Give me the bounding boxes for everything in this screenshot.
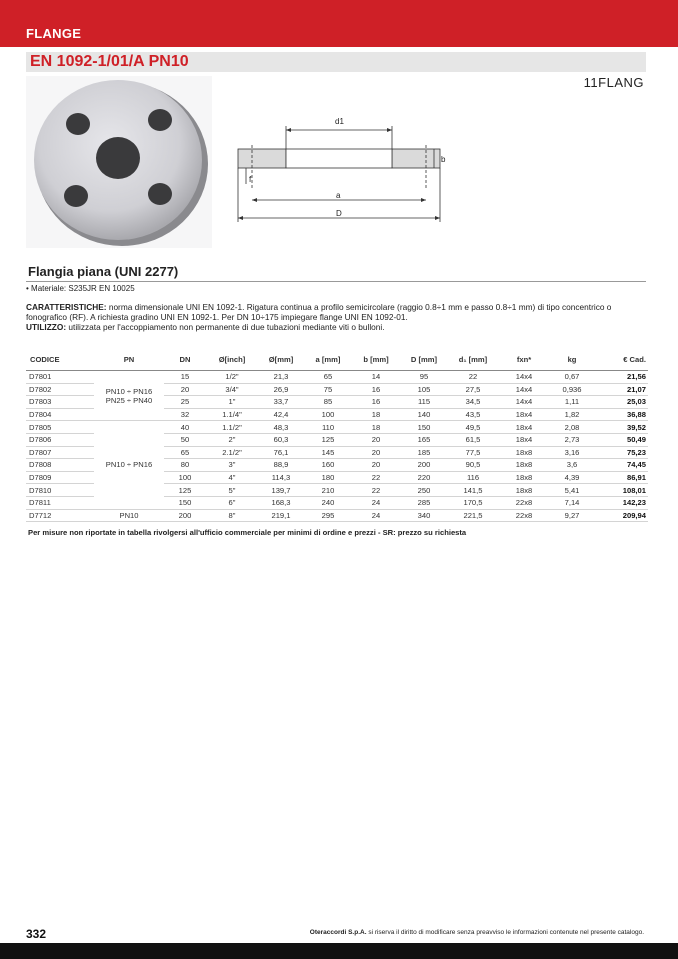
- cell-a: 125: [304, 433, 352, 446]
- cell-dia-inch: 1": [206, 396, 258, 409]
- cell-b: 18: [352, 421, 400, 434]
- cell-a: 85: [304, 396, 352, 409]
- cell-fxn: 18x8: [498, 471, 550, 484]
- cell-d1: 27,5: [448, 383, 498, 396]
- cell-codice: D7803: [26, 396, 94, 409]
- usage-text: utilizzata per l'accoppiamento non permanente di due tubazioni mediante viti o bulloni.: [68, 322, 385, 332]
- flange-photo: [26, 76, 212, 248]
- cell-dia-inch: 6": [206, 496, 258, 509]
- col-a: a [mm]: [304, 348, 352, 371]
- cell-dia-mm: 48,3: [258, 421, 304, 434]
- cell-fxn: 18x4: [498, 433, 550, 446]
- cell-fxn: 18x4: [498, 421, 550, 434]
- page-title: EN 1092-1/01/A PN10: [30, 53, 189, 70]
- cell-dn: 32: [164, 408, 206, 421]
- cell-price: 108,01: [594, 484, 648, 497]
- cell-codice: D7805: [26, 421, 94, 434]
- cell-dn: 25: [164, 396, 206, 409]
- cell-fxn: 18x8: [498, 459, 550, 472]
- cell-fxn: 22x8: [498, 496, 550, 509]
- cell-D: 165: [400, 433, 448, 446]
- col-dia-inch: Ø[inch]: [206, 348, 258, 371]
- cell-codice: D7802: [26, 383, 94, 396]
- col-price: € Cad.: [594, 348, 648, 371]
- cell-dn: 80: [164, 459, 206, 472]
- cell-D: 150: [400, 421, 448, 434]
- characteristics-label: CARATTERISTICHE:: [26, 302, 107, 312]
- cell-dia-inch: 5": [206, 484, 258, 497]
- cell-price: 36,88: [594, 408, 648, 421]
- cell-kg: 0,936: [550, 383, 594, 396]
- col-kg: kg: [550, 348, 594, 371]
- cell-dn: 125: [164, 484, 206, 497]
- cell-D: 250: [400, 484, 448, 497]
- cell-price: 21,07: [594, 383, 648, 396]
- usage-label: UTILIZZO:: [26, 322, 67, 332]
- label-d1: d1: [335, 117, 344, 126]
- cell-dn: 200: [164, 509, 206, 522]
- cell-price: 25,03: [594, 396, 648, 409]
- cell-dn: 65: [164, 446, 206, 459]
- col-dn: DN: [164, 348, 206, 371]
- table-row: [26, 509, 648, 522]
- cell-dia-mm: 88,9: [258, 459, 304, 472]
- cell-dn: 150: [164, 496, 206, 509]
- cell-a: 110: [304, 421, 352, 434]
- cell-dia-mm: 26,9: [258, 383, 304, 396]
- footer-company: Oteraccordi S.p.A.: [309, 929, 367, 936]
- top-banner: [0, 0, 678, 47]
- cell-b: 20: [352, 459, 400, 472]
- cell-codice: D7806: [26, 433, 94, 446]
- cell-D: 140: [400, 408, 448, 421]
- cell-price: 209,94: [594, 509, 648, 522]
- cell-dn: 20: [164, 383, 206, 396]
- col-dia-mm: Ø[mm]: [258, 348, 304, 371]
- cell-price: 21,56: [594, 371, 648, 384]
- cell-codice: D7801: [26, 371, 94, 384]
- cell-kg: 4,39: [550, 471, 594, 484]
- cell-kg: 1,11: [550, 396, 594, 409]
- cell-d1: 34,5: [448, 396, 498, 409]
- cell-codice: D7811: [26, 496, 94, 509]
- cell-dia-inch: 2.1/2": [206, 446, 258, 459]
- cell-a: 160: [304, 459, 352, 472]
- label-f: f: [249, 175, 252, 184]
- cell-d1: 77,5: [448, 446, 498, 459]
- cell-fxn: 14x4: [498, 396, 550, 409]
- cell-d1: 90,5: [448, 459, 498, 472]
- cell-d1: 170,5: [448, 496, 498, 509]
- cell-codice: D7809: [26, 471, 94, 484]
- label-b: b: [441, 155, 446, 164]
- cell-b: 24: [352, 509, 400, 522]
- cell-codice: D7804: [26, 408, 94, 421]
- technical-drawing: [228, 112, 450, 222]
- cell-pn: PN10 ÷ PN16 PN25 ÷ PN40: [94, 371, 164, 421]
- cell-b: 22: [352, 484, 400, 497]
- cell-dia-inch: 3": [206, 459, 258, 472]
- cell-dn: 100: [164, 471, 206, 484]
- cell-kg: 5,41: [550, 484, 594, 497]
- cell-codice: D7808: [26, 459, 94, 472]
- cell-dia-mm: 42,4: [258, 408, 304, 421]
- cell-a: 295: [304, 509, 352, 522]
- cell-price: 74,45: [594, 459, 648, 472]
- cell-a: 100: [304, 408, 352, 421]
- category-label: FLANGE: [26, 26, 82, 41]
- col-D: D [mm]: [400, 348, 448, 371]
- col-d1: d₁ [mm]: [448, 348, 498, 371]
- cell-fxn: 14x4: [498, 383, 550, 396]
- cell-kg: 3,6: [550, 459, 594, 472]
- footer-disclaimer: [310, 929, 644, 936]
- cell-a: 145: [304, 446, 352, 459]
- description: [26, 302, 648, 332]
- cell-b: 18: [352, 408, 400, 421]
- table-row: [26, 421, 648, 434]
- cell-D: 185: [400, 446, 448, 459]
- cell-d1: 61,5: [448, 433, 498, 446]
- cell-dia-mm: 33,7: [258, 396, 304, 409]
- cell-d1: 116: [448, 471, 498, 484]
- cell-price: 39,52: [594, 421, 648, 434]
- cell-codice: D7807: [26, 446, 94, 459]
- cell-fxn: 22x8: [498, 509, 550, 522]
- cell-kg: 3,16: [550, 446, 594, 459]
- cell-price: 50,49: [594, 433, 648, 446]
- divider: [26, 281, 646, 282]
- cell-D: 200: [400, 459, 448, 472]
- cell-D: 220: [400, 471, 448, 484]
- cell-a: 75: [304, 383, 352, 396]
- label-a: a: [336, 191, 341, 200]
- cell-kg: 2,08: [550, 421, 594, 434]
- cell-b: 24: [352, 496, 400, 509]
- cell-dia-inch: 1.1/4": [206, 408, 258, 421]
- cell-price: 142,23: [594, 496, 648, 509]
- cell-dia-mm: 21,3: [258, 371, 304, 384]
- product-code: 11FLANG: [583, 75, 644, 90]
- cell-D: 340: [400, 509, 448, 522]
- cell-kg: 7,14: [550, 496, 594, 509]
- cell-b: 22: [352, 471, 400, 484]
- cell-dia-inch: 1/2": [206, 371, 258, 384]
- col-codice: CODICE: [26, 348, 94, 371]
- cell-price: 86,91: [594, 471, 648, 484]
- cell-b: 20: [352, 433, 400, 446]
- cell-a: 210: [304, 484, 352, 497]
- cell-b: 20: [352, 446, 400, 459]
- cell-fxn: 18x8: [498, 484, 550, 497]
- cell-dia-mm: 168,3: [258, 496, 304, 509]
- cell-codice: D7712: [26, 509, 94, 522]
- table-row: [26, 371, 648, 384]
- cell-codice: D7810: [26, 484, 94, 497]
- product-subtitle: Flangia piana (UNI 2277): [28, 264, 179, 279]
- footer-disclaimer-text: si riserva il diritto di modificare senza preavviso le informazioni contenute nel presente catalogo.: [368, 929, 644, 936]
- cell-kg: 0,67: [550, 371, 594, 384]
- cell-pn: PN10: [94, 509, 164, 522]
- cell-dia-mm: 139,7: [258, 484, 304, 497]
- cell-a: 240: [304, 496, 352, 509]
- col-b: b [mm]: [352, 348, 400, 371]
- characteristics-text: norma dimensionale UNI EN 1092-1. Rigatura continua a profilo semicircolare (raggio 0.8÷1 mm e passo 0.8÷1 mm) di tipo concentrico o fonografico (RF). A richiesta gradino UNI EN 1092-1. Per DN 10÷175 impiegare flange UNI EN 1092-01.: [26, 302, 612, 322]
- cell-dia-inch: 2": [206, 433, 258, 446]
- cell-dia-mm: 76,1: [258, 446, 304, 459]
- cell-dn: 15: [164, 371, 206, 384]
- label-D: D: [336, 209, 342, 218]
- cell-dia-mm: 219,1: [258, 509, 304, 522]
- cell-a: 180: [304, 471, 352, 484]
- cell-kg: 2,73: [550, 433, 594, 446]
- cell-kg: 1,82: [550, 408, 594, 421]
- cell-b: 16: [352, 383, 400, 396]
- col-pn: PN: [94, 348, 164, 371]
- cell-kg: 9,27: [550, 509, 594, 522]
- col-fxn: fxn*: [498, 348, 550, 371]
- cell-fxn: 18x8: [498, 446, 550, 459]
- cell-d1: 141,5: [448, 484, 498, 497]
- data-table: [26, 348, 648, 522]
- cell-b: 14: [352, 371, 400, 384]
- cell-pn: PN10 ÷ PN16: [94, 421, 164, 509]
- bottom-bar: [0, 943, 678, 959]
- cell-dia-inch: 3/4": [206, 383, 258, 396]
- table-header: [26, 348, 648, 371]
- cell-D: 95: [400, 371, 448, 384]
- material: • Materiale: S235JR EN 10025: [26, 284, 135, 293]
- cell-d1: 43,5: [448, 408, 498, 421]
- cell-d1: 221,5: [448, 509, 498, 522]
- cell-dn: 40: [164, 421, 206, 434]
- cell-D: 285: [400, 496, 448, 509]
- cell-d1: 49,5: [448, 421, 498, 434]
- cell-dia-inch: 1.1/2": [206, 421, 258, 434]
- cell-fxn: 14x4: [498, 371, 550, 384]
- cell-dia-inch: 8": [206, 509, 258, 522]
- footnote: Per misure non riportate in tabella rivolgersi all'ufficio commerciale per minimi di ordine e prezzi - SR: prezzo su richiesta: [28, 528, 467, 537]
- cell-dia-inch: 4": [206, 471, 258, 484]
- cell-a: 65: [304, 371, 352, 384]
- cell-b: 16: [352, 396, 400, 409]
- cell-D: 115: [400, 396, 448, 409]
- page-number: 332: [26, 927, 47, 941]
- cell-dia-mm: 60,3: [258, 433, 304, 446]
- cell-dia-mm: 114,3: [258, 471, 304, 484]
- cell-price: 75,23: [594, 446, 648, 459]
- title-box: [26, 52, 646, 72]
- cell-d1: 22: [448, 371, 498, 384]
- cell-dn: 50: [164, 433, 206, 446]
- cell-fxn: 18x4: [498, 408, 550, 421]
- cell-D: 105: [400, 383, 448, 396]
